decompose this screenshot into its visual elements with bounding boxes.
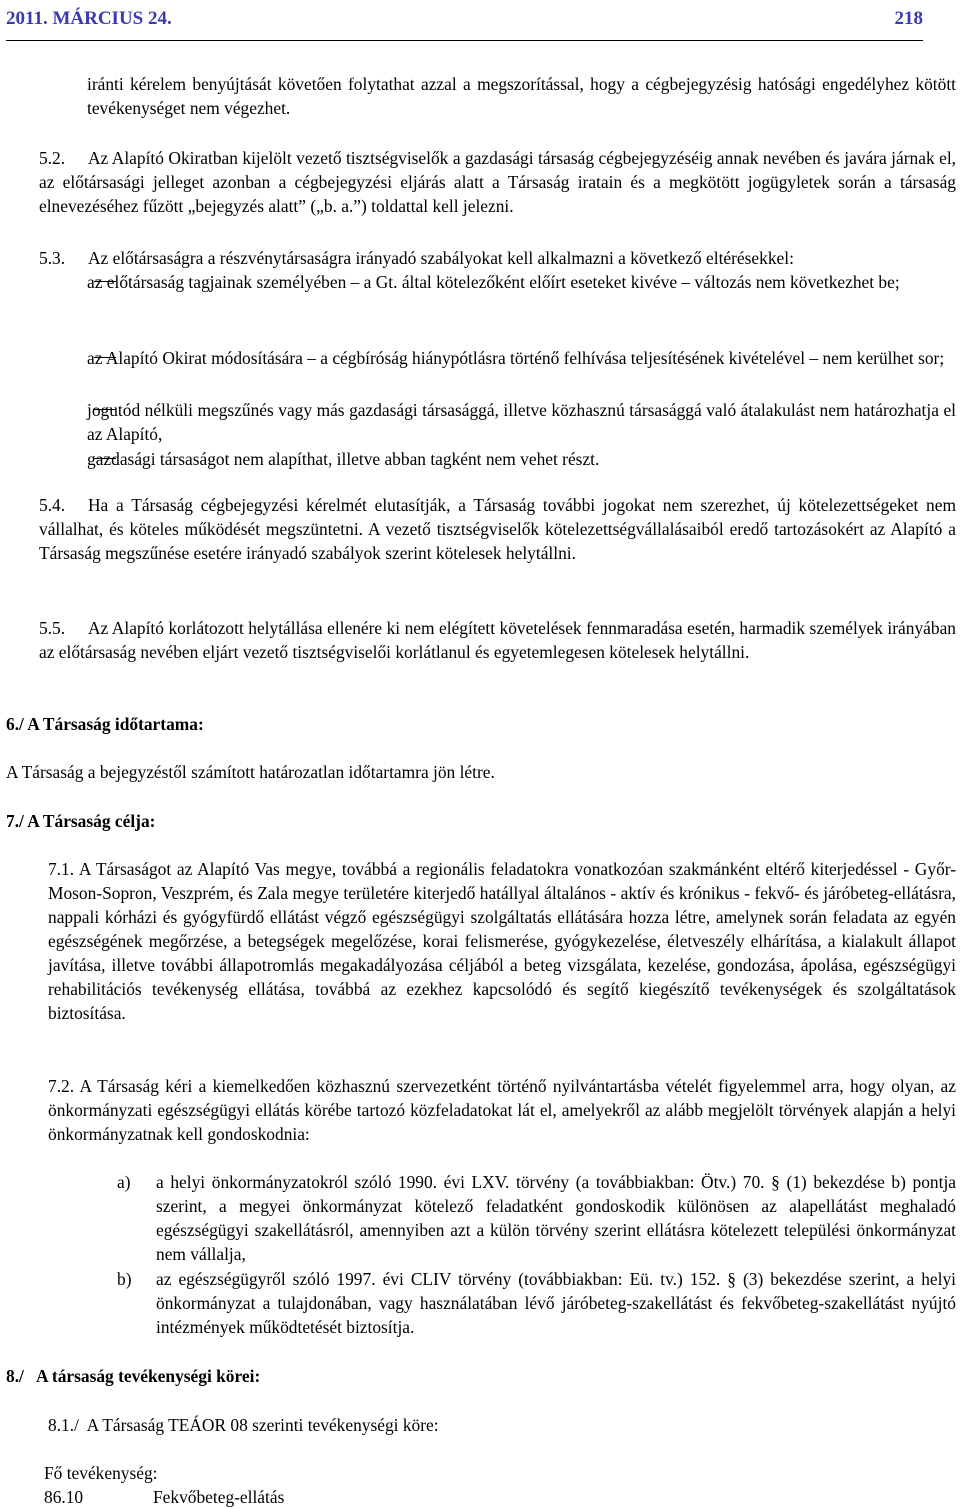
- list-item: [87, 270, 956, 294]
- list-label: b): [117, 1269, 132, 1289]
- list-item-text: gazdasági társaságot nem alapíthat, illetve abban tagként nem vehet részt.: [87, 449, 600, 469]
- list-text: az egészségügyről szóló 1997. évi CLIV törvény (továbbiakban: Eü. tv.) 152. § (3) bekezdése szerint, a helyi önkormányzat a tulajdonában, vagy használatában lévő járóbeteg-szakellátást és fekvőbeteg-szakellátást nyújtó intézmények működtetését biztosítja.: [156, 1269, 956, 1337]
- paragraph-7-2: 7.2. A Társaság kéri a kiemelkedően közhasznú szervezetként történő nyilvántartásba vételét figyelemmel arra, hogy olyan, az önkormányzati egészségügyi ellátás körébe tartozó közfeladatokat lát el, amelyekről az alább megjelölt törvények alapján a helyi önkormányzatnak kell gondoskodnia:: [48, 1076, 956, 1144]
- paragraph-text: Az előtársaságra a részvénytársaságra irányadó szabályokat kell alkalmazni a következő eltérésekkel:: [88, 248, 794, 268]
- section-6-heading: 6./ A Társaság időtartama:: [6, 714, 204, 734]
- paragraph-number: 5.5.: [39, 618, 66, 638]
- paragraph-5-2: [39, 146, 956, 218]
- list-item: [87, 447, 956, 471]
- paragraph-number: 5.4.: [39, 495, 66, 515]
- list-item-text: az Alapító Okirat módosítására – a cégbíróság hiánypótlásra történő felhívása teljesítésének kivételével – nem kerülhet sor;: [87, 348, 945, 368]
- list-item: [87, 346, 956, 370]
- section-8-heading: 8./ A társaság tevékenységi körei:: [6, 1366, 261, 1386]
- paragraph-number: 5.2.: [39, 148, 66, 168]
- continued-paragraph: iránti kérelem benyújtását követően folytathat azzal a megszorítással, hogy a cégbejegyzésig hatósági engedélyhez kötött tevékenységet nem végezhet.: [87, 74, 956, 118]
- paragraph-text: Ha a Társaság cégbejegyzési kérelmét elutasítják, a Társaság további jogokat nem szerezhet, új kötelezettségeket nem vállalhat, és köteles működését megszüntetni. A vezető tisztségviselők kötelezettségvállalásaiból eredő tartozásokért az Alapító a Társaság megszűnése esetére irányadó szabályok szerint kötelesek helytállni.: [39, 495, 956, 563]
- main-activity-label: Fő tevékenység:: [44, 1463, 158, 1483]
- activity-name: Fekvőbeteg-ellátás: [153, 1487, 285, 1507]
- paragraph-text: Az Alapító Okiratban kijelölt vezető tisztségviselők a gazdasági társaság cégbejegyzéséig annak nevében és javára járnak el, az előtársasági jelleget azonban a cégbejegyzési eljárás alatt a Társaság iratain és a megkötött jogügyletek során a társaság elnevezéséhez fűzött „bejegyzés alatt” („b. a.”) toldattal kell jelezni.: [39, 148, 956, 216]
- activity-code: 86.10: [44, 1487, 84, 1507]
- dash-bullet: [94, 281, 116, 282]
- list-item-a: [117, 1170, 956, 1266]
- paragraph-5-3: [39, 246, 956, 270]
- section-7-heading: 7./ A Társaság célja:: [6, 811, 156, 831]
- paragraph-7-1: 7.1. A Társaságot az Alapító Vas megye, továbbá a regionális feladatokra vonatkozóan szakmánként eltérő kiterjedéssel - Győr-Moson-Sopron, Veszprém, és Zala megye területére kiterjedő hatállyal általános - aktív és krónikus - fekvő- és járóbeteg-ellátásra, nappali kórházi és gyógyfürdő ellátást végző egészségügyi szolgáltatás ellátására hozza létre, amelynek során feladata az egyén egészségének megőrzése, a betegségek megelőzése, korai felismerése, gyógykezelése, életveszély elhárítása, a kialakult állapot javítása, illetve további állapotromlás megakadályozása céljából a beteg vizsgálata, kezelése, gondozása, ápolása, egészségügyi rehabilitációs tevékenység ellátása, továbbá az ezekhez kapcsolódó és segítő kiegészítő tevékenységek és szolgáltatások biztosítása.: [48, 859, 956, 1023]
- paragraph-text: Az Alapító korlátozott helytállása ellenére ki nem elégített követelések fennmaradása esetén, harmadik személyek irányában az előtársaság nevében eljárt vezető tisztségviselői korlátlanul és egyetemlegesen kötelesek helytállni.: [39, 618, 956, 662]
- list-item-text: jogutód nélküli megszűnés vagy más gazdasági társasággá, illetve közhasznú társasággá való átalakulást nem határozhatja el az Alapító,: [87, 400, 956, 444]
- list-item-text: az előtársaság tagjainak személyében – a Gt. által kötelezőként előírt eseteket kivéve – változás nem következhet be;: [87, 272, 900, 292]
- dash-bullet: [94, 458, 116, 459]
- page-header: [6, 4, 923, 41]
- header-date: 2011. MÁRCIUS 24.: [6, 8, 172, 29]
- paragraph-number: 5.3.: [39, 248, 66, 268]
- page-number: 218: [894, 8, 923, 29]
- section-6-text: A Társaság a bejegyzéstől számított határozatlan időtartamra jön létre.: [6, 762, 495, 782]
- paragraph-5-4: [39, 493, 956, 565]
- dash-bullet: [94, 357, 116, 358]
- list-label: a): [117, 1172, 131, 1192]
- subsection-8-1: 8.1./ A Társaság TEÁOR 08 szerinti tevékenységi köre:: [48, 1415, 439, 1435]
- paragraph-5-5: [39, 616, 956, 664]
- list-text: a helyi önkormányzatokról szóló 1990. évi LXV. törvény (a továbbiakban: Ötv.) 70. § (1) bekezdése b) pontja szerint, a megyei önkormányzat kötelező feladatként gondoskodik különösen az alapellátást meghaladó egészségügyi szakellátásról, amennyiben azt a külön törvény szerint ellátásra kötelezett települési önkormányzat nem vállalja,: [156, 1172, 956, 1264]
- list-item-b: [117, 1267, 956, 1339]
- list-item: [87, 398, 956, 446]
- dash-bullet: [94, 409, 116, 410]
